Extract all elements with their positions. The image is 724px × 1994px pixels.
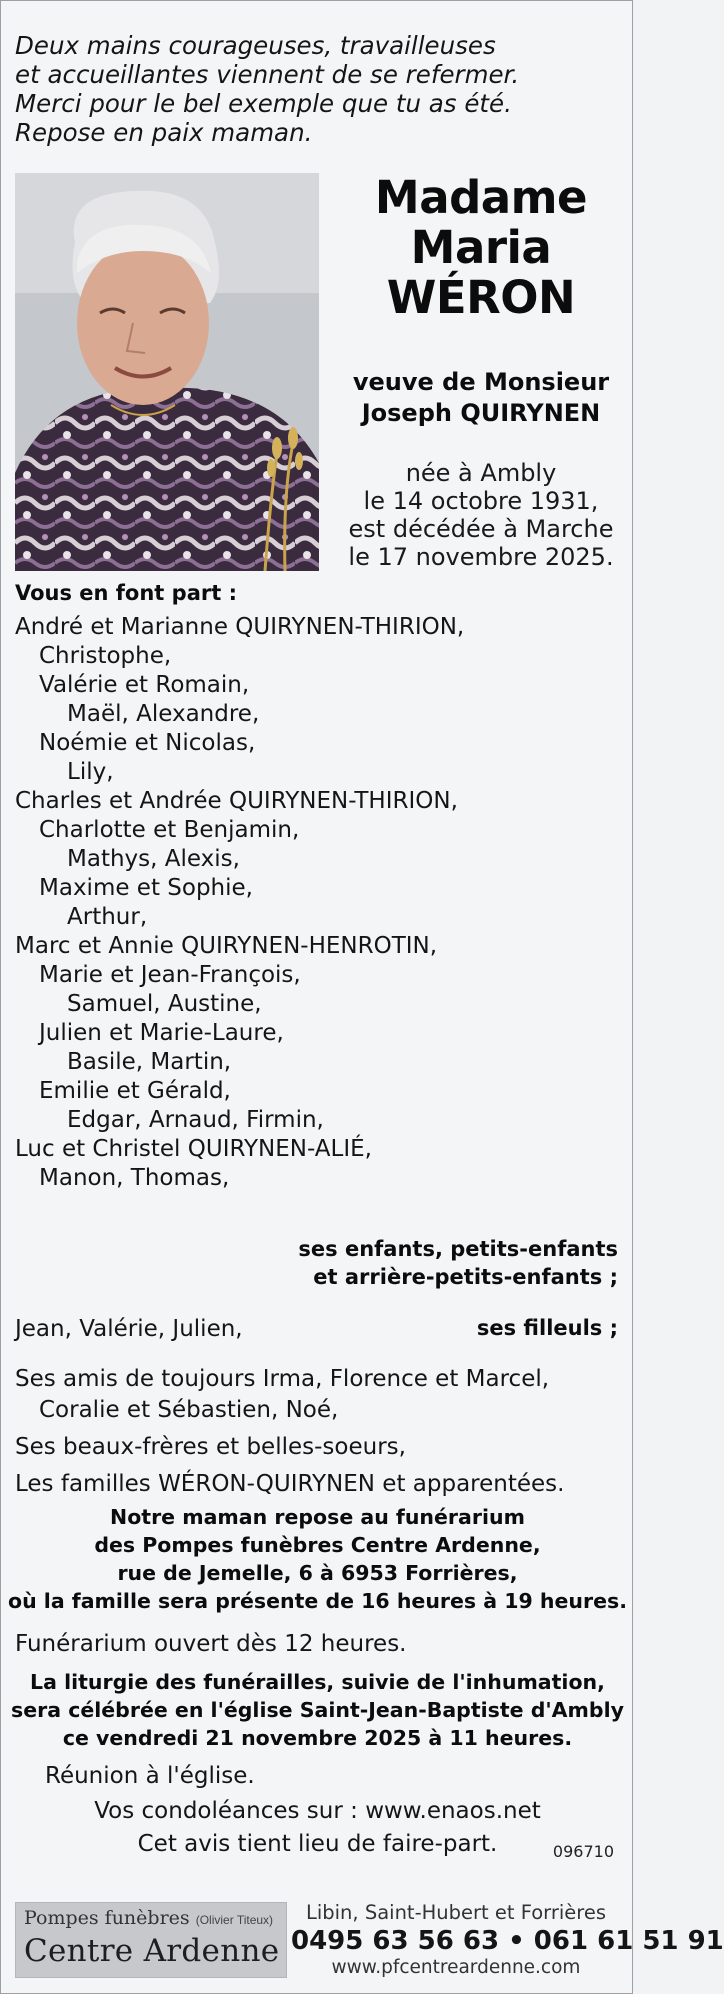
- family-line: Basile, Martin,: [67, 1049, 232, 1075]
- liturgy-line: La liturgie des funérailles, suivie de l'inhumation,: [30, 1670, 605, 1694]
- spouse-line: Joseph QUIRYNEN: [361, 399, 601, 427]
- family-line: Manon, Thomas,: [39, 1165, 230, 1191]
- family-line: Noémie et Nicolas,: [39, 730, 256, 756]
- funerarium-line: où la famille sera présente de 16 heures à 19 heures.: [7, 1589, 627, 1613]
- family-line: Edgar, Arnaud, Firmin,: [67, 1107, 324, 1133]
- birth-death-info: [331, 459, 631, 571]
- funerarium-hours: Funérarium ouvert dès 12 heures.: [15, 1631, 407, 1657]
- portrait-photo: [15, 173, 319, 571]
- name-line: Maria: [410, 221, 552, 274]
- birth-line: le 14 octobre 1931,: [363, 487, 599, 515]
- funerarium-line: Notre maman repose au funérarium: [110, 1505, 525, 1529]
- family-line: Samuel, Austine,: [67, 991, 262, 1017]
- funerarium-info: [1, 1503, 634, 1615]
- poem-line: Merci pour le bel exemple que tu as été.: [15, 89, 512, 118]
- children-label-line: ses enfants, petits-enfants: [298, 1237, 618, 1261]
- family-line: Christophe,: [39, 643, 172, 669]
- birth-line: née à Ambly: [405, 459, 557, 487]
- company-name: Centre Ardenne: [24, 1933, 280, 1969]
- relatives-line: Ses beaux-frères et belles-soeurs,: [15, 1434, 406, 1460]
- family-line: Charlotte et Benjamin,: [39, 817, 300, 843]
- relatives-line: Coralie et Sébastien, Noé,: [39, 1397, 339, 1423]
- name-line: WÉRON: [386, 271, 576, 324]
- announcers-heading: Vous en font part :: [15, 581, 237, 605]
- spouse-line: veuve de Monsieur: [352, 368, 610, 396]
- family-line: Maxime et Sophie,: [39, 875, 253, 901]
- family-line: Maël, Alexandre,: [67, 701, 260, 727]
- godchildren-names: Jean, Valérie, Julien,: [15, 1316, 243, 1342]
- notice-line: Cet avis tient lieu de faire-part.: [137, 1831, 498, 1857]
- poem-line: et accueillantes viennent de se refermer.: [15, 60, 520, 89]
- children-label: [298, 1235, 618, 1291]
- family-line: Arthur,: [67, 904, 148, 930]
- liturgy-line: ce vendredi 21 novembre 2025 à 11 heures.: [62, 1726, 573, 1750]
- poem: [15, 31, 519, 147]
- birth-line: est décédée à Marche: [348, 515, 614, 543]
- relatives-line: Ses amis de toujours Irma, Florence et Marcel,: [15, 1366, 550, 1392]
- family-line: Lily,: [67, 759, 114, 785]
- company-phones: 0495 63 56 63 • 061 61 51 91: [291, 1926, 724, 1956]
- birth-line: le 17 novembre 2025.: [348, 543, 614, 571]
- reference-number: 096710: [552, 1842, 614, 1861]
- company-owner: (Olivier Titeux): [195, 1913, 274, 1927]
- funerarium-line: rue de Jemelle, 6 à 6953 Forrières,: [117, 1561, 518, 1585]
- family-line: Emilie et Gérald,: [39, 1078, 231, 1104]
- family-line: Marie et Jean-François,: [39, 962, 301, 988]
- relatives-line: Les familles WÉRON-QUIRYNEN et apparentées.: [15, 1471, 565, 1497]
- portrait-illustration: [15, 173, 319, 571]
- family-line: Mathys, Alexis,: [67, 846, 240, 872]
- family-line: André et Marianne QUIRYNEN-THIRION,: [15, 614, 465, 640]
- family-list: [15, 613, 464, 1193]
- closing-notes: [1, 1795, 634, 1861]
- company-website: www.pfcentreardenne.com: [331, 1957, 581, 1978]
- liturgy-line: sera célébrée en l'église Saint-Jean-Baptiste d'Ambly: [11, 1698, 624, 1722]
- company-prefix-line: [24, 1907, 273, 1929]
- spouse-info: [331, 367, 631, 429]
- funerarium-line: des Pompes funèbres Centre Ardenne,: [94, 1533, 541, 1557]
- poem-line: Deux mains courageuses, travailleuses: [15, 31, 496, 60]
- poem-line: Repose en paix maman.: [15, 118, 313, 147]
- company-prefix: Pompes funèbres: [24, 1907, 190, 1929]
- family-line: Luc et Christel QUIRYNEN-ALIÉ,: [15, 1136, 372, 1162]
- condolences-line: Vos condoléances sur : www.enaos.net: [94, 1798, 541, 1824]
- family-line: Julien et Marie-Laure,: [39, 1020, 284, 1046]
- godchildren-label: ses filleuls ;: [476, 1316, 618, 1340]
- funeral-home-logo: [15, 1902, 287, 1978]
- company-locations: Libin, Saint-Hubert et Forrières: [305, 1901, 607, 1924]
- liturgy-info: [1, 1668, 634, 1752]
- family-line: Valérie et Romain,: [39, 672, 250, 698]
- family-line: Charles et Andrée QUIRYNEN-THIRION,: [15, 788, 458, 814]
- name-line: Madame: [374, 171, 588, 224]
- meeting-note: Réunion à l'église.: [45, 1763, 255, 1789]
- other-relatives: [15, 1364, 564, 1500]
- deceased-name: [331, 173, 631, 323]
- funeral-home-contact: [291, 1901, 724, 1979]
- children-label-line: et arrière-petits-enfants ;: [313, 1265, 618, 1289]
- family-line: Marc et Annie QUIRYNEN-HENROTIN,: [15, 933, 438, 959]
